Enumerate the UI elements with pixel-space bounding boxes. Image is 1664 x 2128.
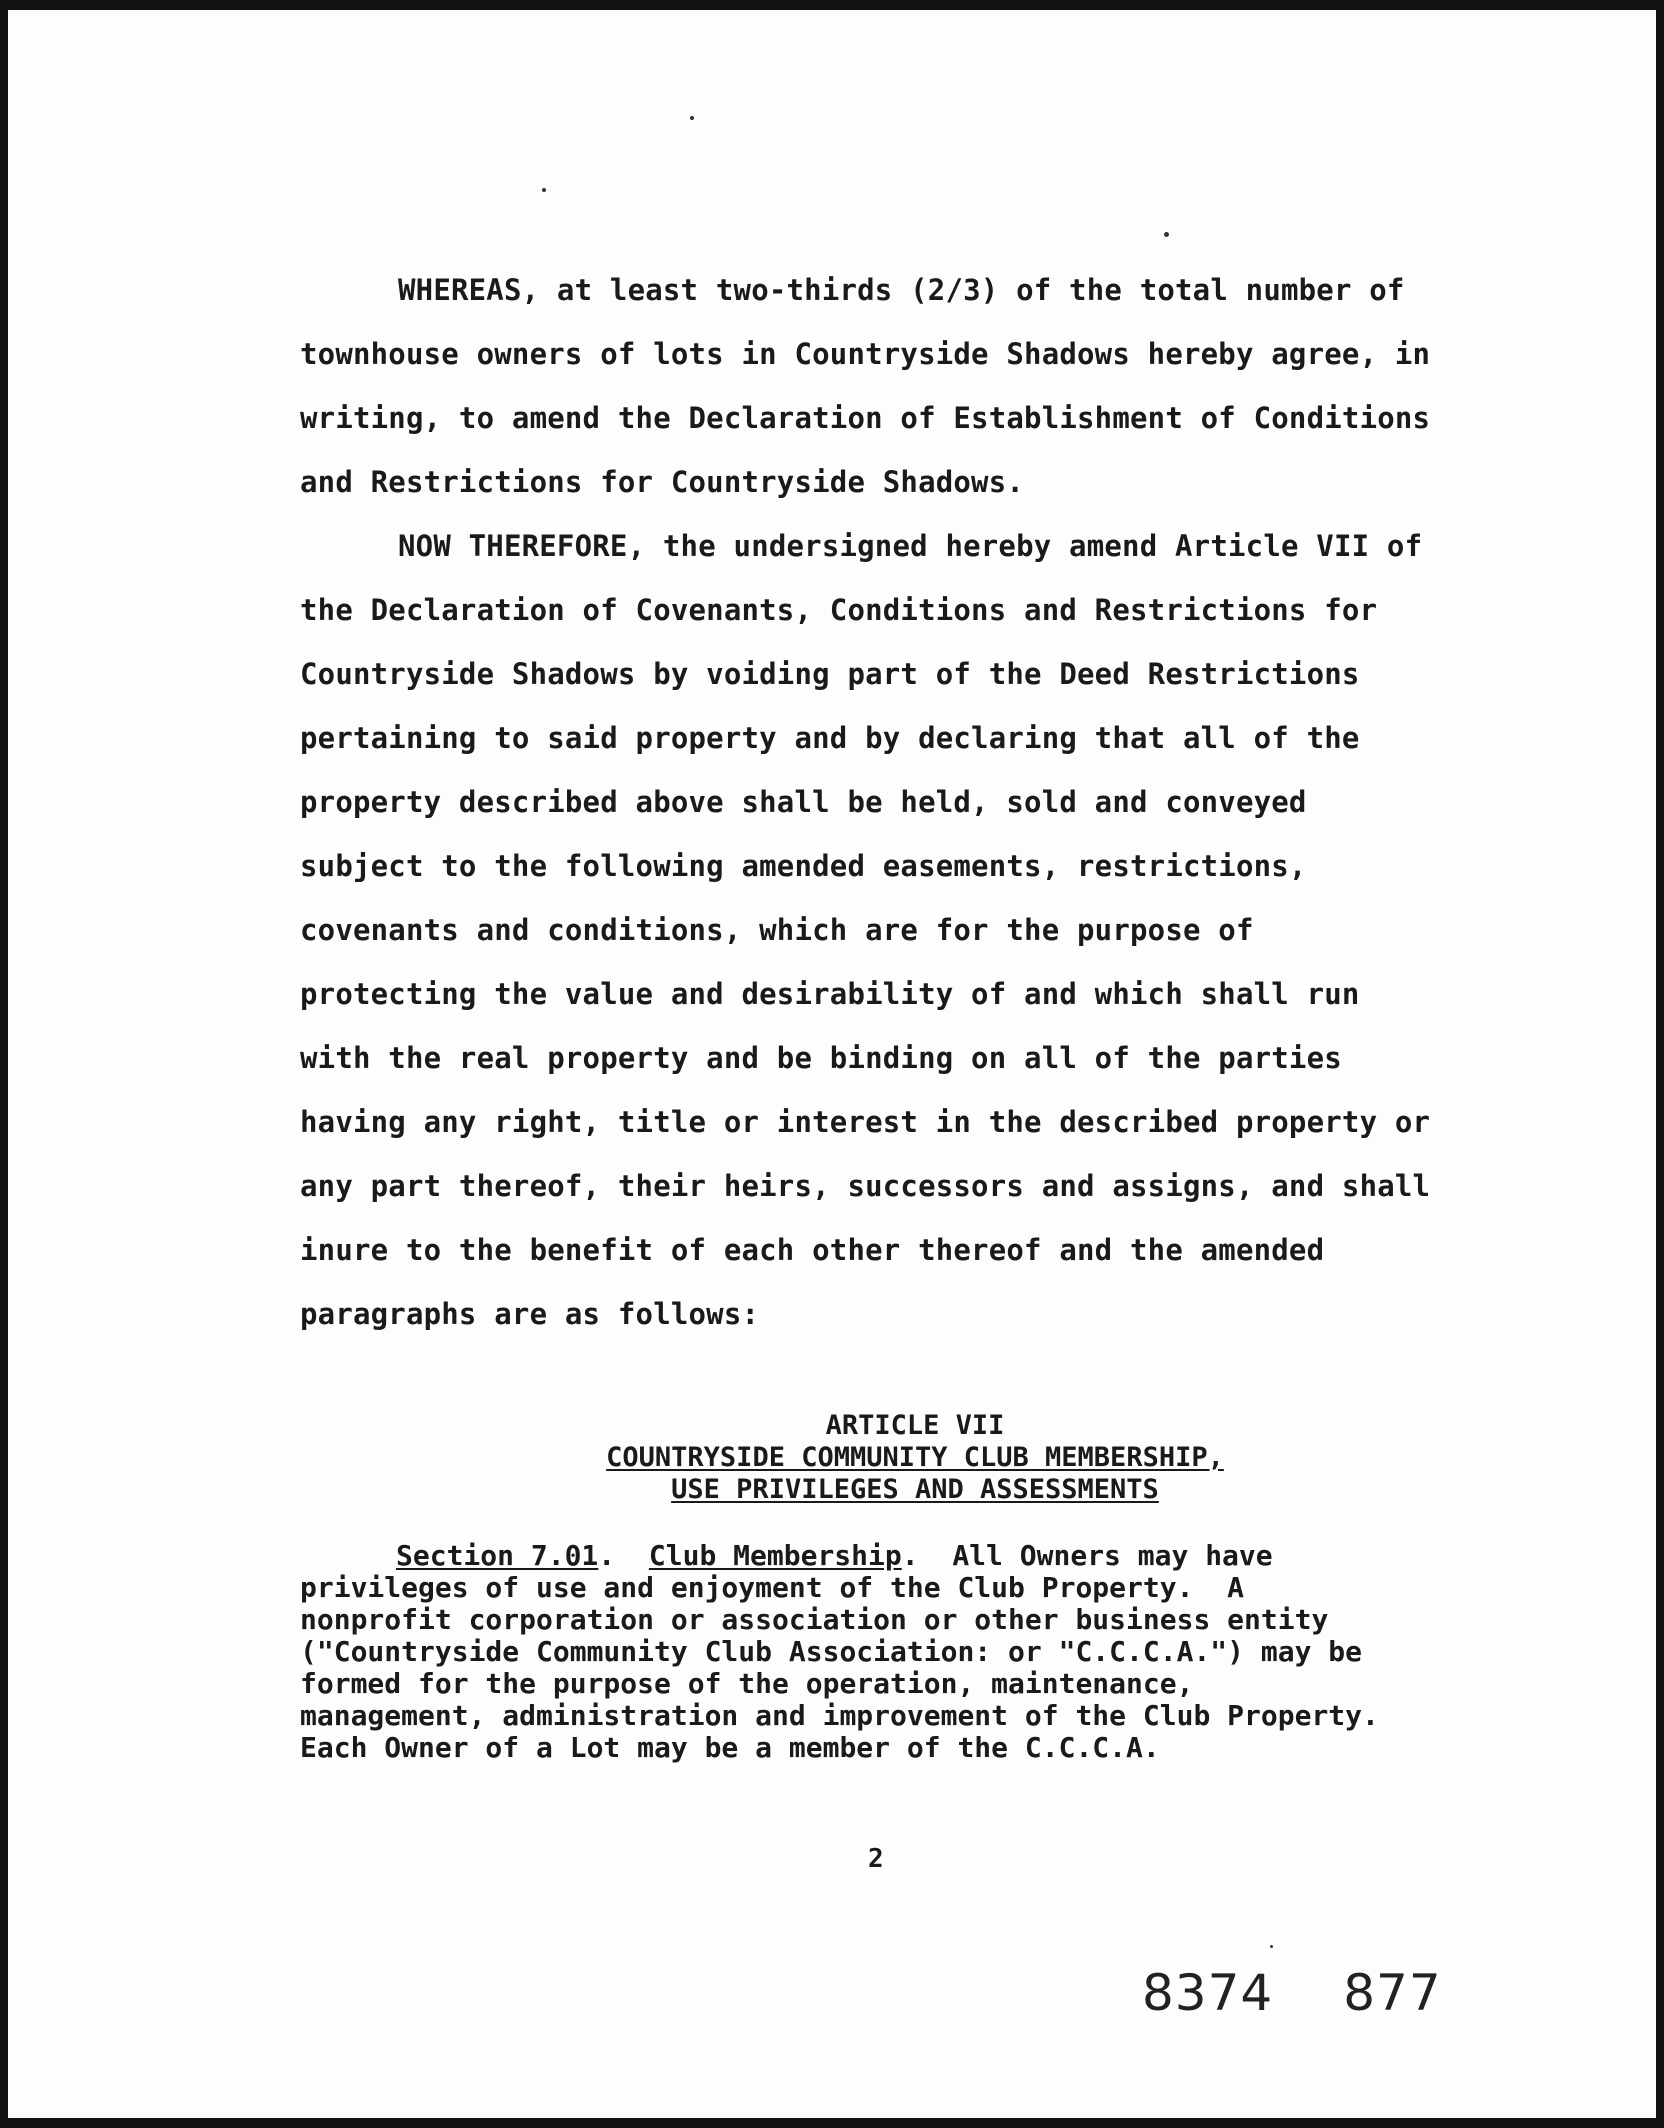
stamp-number-left: 8374	[1142, 1964, 1274, 2022]
paragraph-line: WHEREAS, at least two-thirds (2/3) of the total number of	[398, 273, 1405, 307]
scan-speck	[542, 188, 546, 192]
paragraph-line: and Restrictions for Countryside Shadows.	[300, 465, 1025, 499]
now-therefore-paragraph	[300, 514, 1530, 1346]
paragraph-line: NOW THEREFORE, the undersigned hereby amend Article VII of	[398, 529, 1423, 563]
section-line: Each Owner of a Lot may be a member of the C.C.C.A.	[300, 1731, 1160, 1764]
paragraph-line: having any right, title or interest in the described property or	[300, 1105, 1431, 1139]
section-7-01: Section 7.01. Club Membership. All Owners may have privileges of use and enjoyment of the Club Property. A nonprofit corporation or association or other business entity ("Countryside Community Club Association: or "C.C.C.A.") may be formed for the purpose of the operation, maintenance, management, administration and improvement of the Club Property. Each Owner of a Lot may be a member of the C.C.C.A.	[300, 1540, 1530, 1764]
scan-speck	[1270, 1945, 1273, 1948]
paragraph-line: protecting the value and desirability of and which shall run	[300, 977, 1360, 1011]
paragraph-line: Countryside Shadows by voiding part of the Deed Restrictions	[300, 657, 1360, 691]
paragraph-line: townhouse owners of lots in Countryside Shadows hereby agree, in	[300, 337, 1431, 371]
stamp-number-right: 877	[1343, 1964, 1442, 2022]
scan-speck	[690, 116, 694, 120]
article-heading	[300, 1410, 1530, 1506]
document-stamp	[1142, 1964, 1442, 2022]
article-subtitle: USE PRIVILEGES AND ASSESSMENTS	[671, 1474, 1159, 1505]
paragraph-line: writing, to amend the Declaration of Establishment of Conditions	[300, 401, 1431, 435]
paragraph-line: pertaining to said property and by declaring that all of the	[300, 721, 1360, 755]
paragraph-line: any part thereof, their heirs, successors and assigns, and shall	[300, 1169, 1431, 1203]
section-line: management, administration and improvement of the Club Property.	[300, 1699, 1379, 1732]
article-title: ARTICLE VII	[825, 1410, 1005, 1441]
section-line: privileges of use and enjoyment of the Club Property. A	[300, 1571, 1245, 1604]
section-text: All Owners may have	[952, 1539, 1273, 1572]
scan-speck	[1164, 232, 1169, 237]
paragraph-line: property described above shall be held, sold and conveyed	[300, 785, 1307, 819]
section-heading: Club Membership	[648, 1539, 902, 1572]
whereas-paragraph	[300, 258, 1530, 514]
paragraph-line: subject to the following amended easements, restrictions,	[300, 849, 1307, 883]
section-line: ("Countryside Community Club Association: or "C.C.C.A.") may be	[300, 1635, 1363, 1668]
paragraph-line: the Declaration of Covenants, Conditions and Restrictions for	[300, 593, 1378, 627]
document-page	[8, 10, 1656, 2118]
paragraph-line: paragraphs are as follows:	[300, 1297, 760, 1331]
article-subtitle: COUNTRYSIDE COMMUNITY CLUB MEMBERSHIP,	[606, 1442, 1224, 1473]
paragraph-line: covenants and conditions, which are for the purpose of	[300, 913, 1254, 947]
section-number: Section 7.01	[396, 1539, 599, 1572]
page-number: 2	[868, 1844, 884, 1874]
paragraph-line: with the real property and be binding on all of the parties	[300, 1041, 1342, 1075]
paragraph-line: inure to the benefit of each other thereof and the amended	[300, 1233, 1325, 1267]
section-line: nonprofit corporation or association or other business entity	[300, 1603, 1329, 1636]
section-line: formed for the purpose of the operation, maintenance,	[300, 1667, 1194, 1700]
